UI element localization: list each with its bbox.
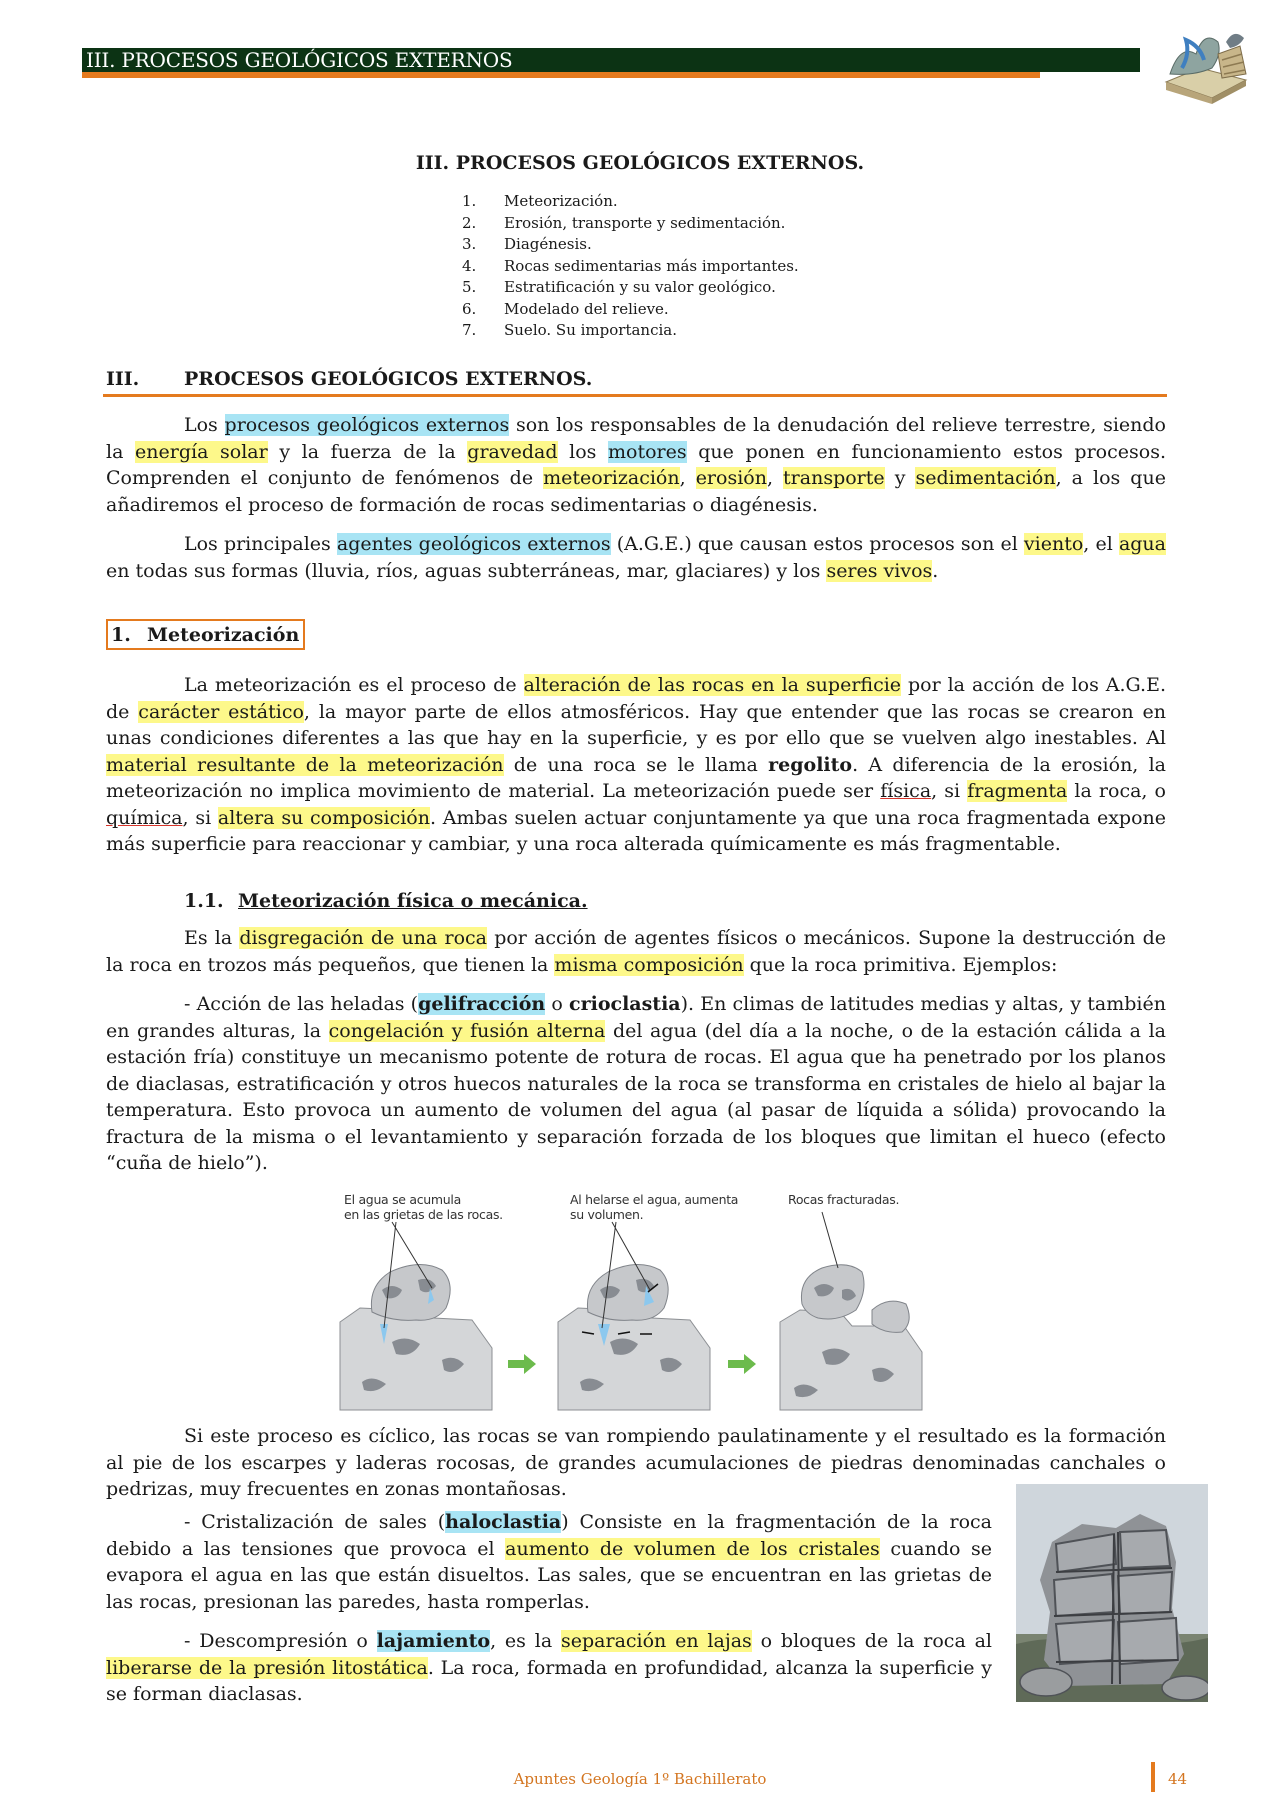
footer-divider bbox=[1151, 1762, 1155, 1792]
rock-step2-icon bbox=[558, 1222, 710, 1410]
paragraph-meteorizacion: La meteorización es el proceso de alteración de las rocas en la superficie por la acción de los A.G.E. de carácter estático, la mayor parte de ellos atmosféricos. Hay que entender que las rocas se crearon en unas condiciones diferentes a las que hay en la superficie, y es por ello que se vuelven algo inestables. Al material resultante de la meteorización de una roca se le llama regolito. A diferencia de la erosión, la meteorización no implica movimiento de material. La meteorización puede ser física, si fragmenta la roca, o química, si altera su composición. Ambas suelen actuar conjuntamente ya que una roca fragmentada expone más superficie para reaccionar y cambiar, y una roca alterada químicamente es más fragmentable. bbox=[106, 674, 1167, 855]
rock-step3-icon bbox=[780, 1212, 922, 1410]
frost-wedging-illustration bbox=[332, 1192, 952, 1412]
fisica-block bbox=[106, 925, 1166, 1177]
paragraph-intro: Los procesos geológicos externos son los responsables de la denudación del relieve terrestre, siendo la energía solar y la fuerza de la gravedad los motores que ponen en funcionamiento estos procesos. Comprenden el conjunto de fenómenos de meteorización, erosión, transporte y sedimentación, a los que añadiremos el proceso de formación de rocas sedimentarias o diagénesis. bbox=[106, 414, 1166, 516]
toc-item: 7. Suelo. Su importancia. bbox=[462, 321, 677, 339]
paragraph-haloclastia: - Cristalización de sales (haloclastia) Consiste en la fragmentación de la roca debido a las tensiones que provoca el aumento de volumen de los cristales cuando se evapora el agua en las que están disueltos. Las sales, que se encuentran en las grietas de las rocas, presionan las paredes, hasta romperlas. bbox=[106, 1511, 992, 1613]
document-title: III. PROCESOS GEOLÓGICOS EXTERNOS. bbox=[415, 152, 865, 174]
paragraph-disgregacion: Es la disgregación de una roca por acción de agentes físicos o mecánicos. Supone la destrucción de la roca en trozos más pequeños, que tienen la misma composición que la roca primitiva. Ejemplos: bbox=[106, 927, 1166, 976]
canchales-block bbox=[106, 1423, 1166, 1503]
arrow-right-icon bbox=[508, 1354, 536, 1374]
section-rule bbox=[103, 394, 1167, 397]
paragraph-heladas: - Acción de las heladas (gelifracción o crioclastia). En climas de latitudes medias y altas, y también en grandes alturas, la congelación y fusión alterna del agua (del día a la noche, o de la estación cálida a la estación fría) constituye un mecanismo potente de rotura de rocas. El agua que ha penetrado por los planos de diaclasas, estratificación y otros huecos naturales de la roca se transforma en cristales de hielo al bajar la temperatura. Esto provoca un aumento de volumen del agua (al pasar de líquida a sólida) provocando la fractura de la misma o el levantamiento y separación forzada de los bloques que limitan el hueco (efecto “cuña de hielo”). bbox=[106, 993, 1166, 1174]
arrow-right-icon bbox=[728, 1354, 756, 1374]
rock-tor-photo bbox=[1016, 1484, 1208, 1702]
subsection-heading-meteorizacion: 1. Meteorización bbox=[106, 619, 305, 650]
figure-caption-step2: Al helarse el agua, aumenta su volumen. bbox=[570, 1192, 739, 1222]
table-of-contents bbox=[462, 191, 799, 342]
subsection-heading-meteorizacion-fisica: 1.1. Meteorización física o mecánica. bbox=[184, 890, 588, 912]
toc-item: 6. Modelado del relieve. bbox=[462, 299, 669, 318]
toc-item: 5. Estratificación y su valor geológico. bbox=[462, 278, 776, 296]
haloclastia-block bbox=[106, 1509, 992, 1708]
toc-item: 1. Meteorización. bbox=[462, 192, 618, 210]
page-number: 44 bbox=[1168, 1770, 1188, 1788]
section-heading: III. PROCESOS GEOLÓGICOS EXTERNOS. bbox=[106, 368, 593, 390]
figure-caption-step3: Rocas fracturadas. bbox=[788, 1192, 900, 1207]
paragraph-lajamiento: - Descompresión o lajamiento, es la separación en lajas o bloques de la roca al liberarse de la presión litostática. La roca, formada en profundidad, alcanza la superficie y se forman diaclasas. bbox=[106, 1630, 993, 1705]
toc-item: 3. Diagénesis. bbox=[462, 235, 592, 253]
rock-step1-icon bbox=[340, 1222, 492, 1410]
header-accent-line bbox=[82, 72, 1040, 78]
intro-block bbox=[106, 412, 1166, 584]
paragraph-agents: Los principales agentes geológicos externos (A.G.E.) que causan estos procesos son el viento, el agua en todas sus formas (lluvia, ríos, aguas subterráneas, mar, glaciares) y los seres vivos. bbox=[106, 533, 1166, 582]
meteorizacion-block bbox=[106, 672, 1166, 858]
geology-landscape-logo-icon bbox=[1160, 24, 1252, 104]
toc-item: 4. Rocas sedimentarias más importantes. bbox=[462, 256, 799, 275]
paragraph-canchales: Si este proceso es cíclico, las rocas se van rompiendo paulatinamente y el resultado es la formación al pie de los escarpes y laderas rocosas, de grandes acumulaciones de piedras denominadas canchales o pedrizas, muy frecuentes en zonas montañosas. bbox=[106, 1425, 1166, 1500]
figure-caption-step1: El agua se acumula en las grietas de las rocas. bbox=[344, 1192, 503, 1222]
footer-course-label: Apuntes Geología 1º Bachillerato bbox=[513, 1770, 767, 1788]
frost-wedging-figure bbox=[332, 1192, 952, 1412]
toc-item: 2. Erosión, transporte y sedimentación. bbox=[462, 213, 786, 232]
running-header: III. PROCESOS GEOLÓGICOS EXTERNOS bbox=[82, 48, 1140, 72]
